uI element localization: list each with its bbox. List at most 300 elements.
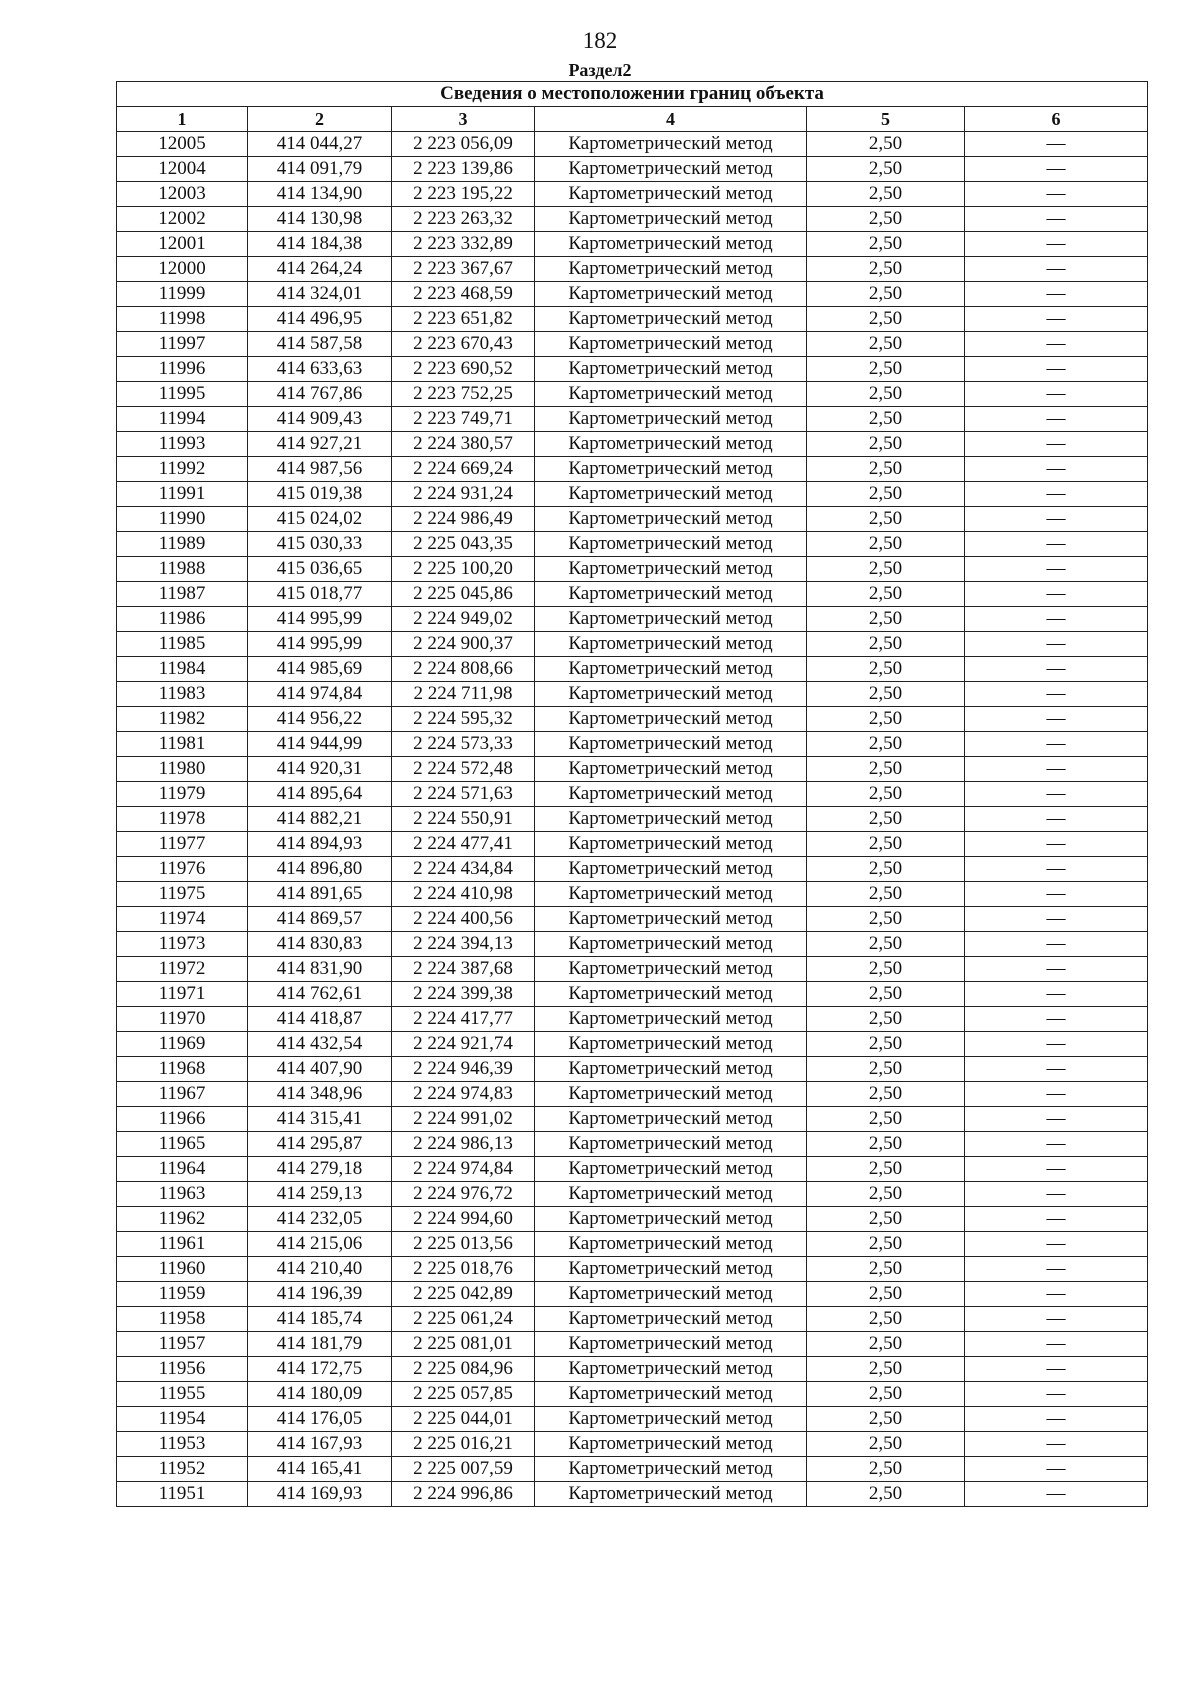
cell-method: Картометрический метод: [535, 657, 807, 682]
cell-method: Картометрический метод: [535, 882, 807, 907]
table-row: [117, 282, 1148, 307]
cell-method: Картометрический метод: [535, 482, 807, 507]
cell-coordinate-x: 414 956,22: [248, 707, 392, 732]
cell-coordinate-x: 414 418,87: [248, 1007, 392, 1032]
cell-method: Картометрический метод: [535, 157, 807, 182]
cell-coordinate-x: 414 995,99: [248, 607, 392, 632]
cell-accuracy: 2,50: [807, 307, 965, 332]
cell-point-number: 11964: [117, 1157, 248, 1182]
cell-accuracy: 2,50: [807, 257, 965, 282]
page-number: 182: [582, 28, 618, 53]
cell-method: Картометрический метод: [535, 1382, 807, 1407]
table-row: [117, 1457, 1148, 1482]
cell-coordinate-y: 2 223 752,25: [392, 382, 535, 407]
cell-point-number: 11967: [117, 1082, 248, 1107]
cell-description: —: [965, 1357, 1148, 1382]
cell-accuracy: 2,50: [807, 157, 965, 182]
cell-accuracy: 2,50: [807, 132, 965, 157]
cell-coordinate-x: 414 134,90: [248, 182, 392, 207]
cell-description: —: [965, 132, 1148, 157]
cell-coordinate-y: 2 224 931,24: [392, 482, 535, 507]
cell-coordinate-y: 2 224 550,91: [392, 807, 535, 832]
cell-description: —: [965, 682, 1148, 707]
cell-method: Картометрический метод: [535, 732, 807, 757]
cell-coordinate-x: 414 830,83: [248, 932, 392, 957]
cell-description: —: [965, 407, 1148, 432]
cell-description: —: [965, 1282, 1148, 1307]
cell-point-number: 11981: [117, 732, 248, 757]
cell-point-number: 11999: [117, 282, 248, 307]
cell-method: Картометрический метод: [535, 1107, 807, 1132]
cell-coordinate-x: 414 944,99: [248, 732, 392, 757]
cell-accuracy: 2,50: [807, 607, 965, 632]
cell-coordinate-x: 414 210,40: [248, 1257, 392, 1282]
cell-coordinate-y: 2 225 042,89: [392, 1282, 535, 1307]
cell-coordinate-y: 2 224 573,33: [392, 732, 535, 757]
table-row: [117, 307, 1148, 332]
cell-accuracy: 2,50: [807, 782, 965, 807]
section-title: Раздел2: [568, 60, 632, 80]
table-row: [117, 1357, 1148, 1382]
cell-coordinate-x: 414 869,57: [248, 907, 392, 932]
cell-method: Картометрический метод: [535, 432, 807, 457]
cell-accuracy: 2,50: [807, 582, 965, 607]
cell-accuracy: 2,50: [807, 232, 965, 257]
column-header: 1: [117, 107, 248, 132]
cell-coordinate-y: 2 224 400,56: [392, 907, 535, 932]
table-caption: Сведения о местоположении границ объекта: [117, 82, 1148, 107]
table-row: [117, 482, 1148, 507]
cell-accuracy: 2,50: [807, 857, 965, 882]
cell-method: Картометрический метод: [535, 507, 807, 532]
cell-description: —: [965, 857, 1148, 882]
cell-accuracy: 2,50: [807, 632, 965, 657]
cell-coordinate-y: 2 225 007,59: [392, 1457, 535, 1482]
cell-coordinate-x: 414 831,90: [248, 957, 392, 982]
table-row: [117, 1057, 1148, 1082]
table-row: [117, 457, 1148, 482]
cell-point-number: 11957: [117, 1332, 248, 1357]
cell-coordinate-y: 2 225 043,35: [392, 532, 535, 557]
cell-accuracy: 2,50: [807, 1257, 965, 1282]
cell-coordinate-y: 2 224 946,39: [392, 1057, 535, 1082]
table-row: [117, 1207, 1148, 1232]
cell-coordinate-y: 2 225 045,86: [392, 582, 535, 607]
table-row: [117, 1082, 1148, 1107]
cell-coordinate-y: 2 225 057,85: [392, 1382, 535, 1407]
column-header-row: [117, 107, 1148, 132]
cell-accuracy: 2,50: [807, 757, 965, 782]
cell-description: —: [965, 1032, 1148, 1057]
table-body: [117, 132, 1148, 1507]
table-row: [117, 132, 1148, 157]
table-row: [117, 1332, 1148, 1357]
table-row: [117, 932, 1148, 957]
cell-accuracy: 2,50: [807, 182, 965, 207]
cell-point-number: 11968: [117, 1057, 248, 1082]
cell-coordinate-y: 2 224 986,49: [392, 507, 535, 532]
cell-description: —: [965, 1382, 1148, 1407]
cell-point-number: 11984: [117, 657, 248, 682]
cell-description: —: [965, 1207, 1148, 1232]
cell-accuracy: 2,50: [807, 1432, 965, 1457]
cell-coordinate-x: 414 587,58: [248, 332, 392, 357]
cell-coordinate-y: 2 225 084,96: [392, 1357, 535, 1382]
table-row: [117, 207, 1148, 232]
cell-coordinate-x: 414 324,01: [248, 282, 392, 307]
cell-point-number: 11992: [117, 457, 248, 482]
cell-method: Картометрический метод: [535, 382, 807, 407]
cell-point-number: 11994: [117, 407, 248, 432]
cell-point-number: 11960: [117, 1257, 248, 1282]
cell-coordinate-x: 414 348,96: [248, 1082, 392, 1107]
cell-accuracy: 2,50: [807, 407, 965, 432]
cell-point-number: 11951: [117, 1482, 248, 1507]
cell-coordinate-y: 2 224 434,84: [392, 857, 535, 882]
table-row: [117, 832, 1148, 857]
cell-method: Картометрический метод: [535, 932, 807, 957]
cell-point-number: 11986: [117, 607, 248, 632]
cell-description: —: [965, 332, 1148, 357]
cell-coordinate-y: 2 225 018,76: [392, 1257, 535, 1282]
column-header: 6: [965, 107, 1148, 132]
cell-coordinate-x: 414 165,41: [248, 1457, 392, 1482]
column-header: 4: [535, 107, 807, 132]
cell-accuracy: 2,50: [807, 1357, 965, 1382]
cell-accuracy: 2,50: [807, 1132, 965, 1157]
cell-point-number: 11995: [117, 382, 248, 407]
cell-coordinate-y: 2 225 013,56: [392, 1232, 535, 1257]
cell-description: —: [965, 1182, 1148, 1207]
cell-description: —: [965, 582, 1148, 607]
cell-method: Картометрический метод: [535, 982, 807, 1007]
cell-accuracy: 2,50: [807, 332, 965, 357]
cell-coordinate-y: 2 224 974,83: [392, 1082, 535, 1107]
cell-method: Картометрический метод: [535, 1232, 807, 1257]
cell-point-number: 11970: [117, 1007, 248, 1032]
cell-coordinate-y: 2 224 399,38: [392, 982, 535, 1007]
cell-coordinate-x: 414 891,65: [248, 882, 392, 907]
cell-coordinate-y: 2 223 332,89: [392, 232, 535, 257]
cell-method: Картометрический метод: [535, 832, 807, 857]
cell-description: —: [965, 357, 1148, 382]
cell-description: —: [965, 157, 1148, 182]
cell-point-number: 11971: [117, 982, 248, 1007]
cell-description: —: [965, 957, 1148, 982]
cell-coordinate-x: 414 184,38: [248, 232, 392, 257]
cell-coordinate-y: 2 224 991,02: [392, 1107, 535, 1132]
table-row: [117, 1407, 1148, 1432]
cell-coordinate-x: 415 024,02: [248, 507, 392, 532]
table-row: [117, 182, 1148, 207]
cell-accuracy: 2,50: [807, 482, 965, 507]
cell-coordinate-x: 414 180,09: [248, 1382, 392, 1407]
cell-coordinate-x: 414 920,31: [248, 757, 392, 782]
cell-description: —: [965, 782, 1148, 807]
cell-point-number: 11985: [117, 632, 248, 657]
boundary-coordinates-table: [116, 81, 1148, 1507]
cell-coordinate-x: 414 215,06: [248, 1232, 392, 1257]
cell-method: Картометрический метод: [535, 1207, 807, 1232]
cell-point-number: 11963: [117, 1182, 248, 1207]
cell-method: Картометрический метод: [535, 182, 807, 207]
cell-coordinate-x: 414 091,79: [248, 157, 392, 182]
cell-description: —: [965, 832, 1148, 857]
table-row: [117, 732, 1148, 757]
cell-method: Картометрический метод: [535, 1357, 807, 1382]
cell-method: Картометрический метод: [535, 1282, 807, 1307]
cell-method: Картометрический метод: [535, 1057, 807, 1082]
cell-description: —: [965, 1432, 1148, 1457]
cell-coordinate-x: 414 407,90: [248, 1057, 392, 1082]
cell-description: —: [965, 632, 1148, 657]
table-row: [117, 1382, 1148, 1407]
cell-method: Картометрический метод: [535, 782, 807, 807]
cell-point-number: 12002: [117, 207, 248, 232]
cell-coordinate-x: 415 030,33: [248, 532, 392, 557]
cell-description: —: [965, 1057, 1148, 1082]
cell-coordinate-x: 414 896,80: [248, 857, 392, 882]
cell-accuracy: 2,50: [807, 1232, 965, 1257]
table-row: [117, 682, 1148, 707]
cell-point-number: 11998: [117, 307, 248, 332]
cell-coordinate-y: 2 224 711,98: [392, 682, 535, 707]
cell-description: —: [965, 882, 1148, 907]
cell-coordinate-x: 414 995,99: [248, 632, 392, 657]
cell-point-number: 11974: [117, 907, 248, 932]
cell-accuracy: 2,50: [807, 1107, 965, 1132]
table-row: [117, 332, 1148, 357]
cell-point-number: 11953: [117, 1432, 248, 1457]
cell-method: Картометрический метод: [535, 357, 807, 382]
table-row: [117, 157, 1148, 182]
cell-coordinate-y: 2 224 669,24: [392, 457, 535, 482]
cell-point-number: 12003: [117, 182, 248, 207]
cell-coordinate-x: 414 196,39: [248, 1282, 392, 1307]
cell-coordinate-x: 414 279,18: [248, 1157, 392, 1182]
cell-description: —: [965, 732, 1148, 757]
cell-coordinate-x: 414 264,24: [248, 257, 392, 282]
cell-accuracy: 2,50: [807, 1307, 965, 1332]
cell-method: Картометрический метод: [535, 307, 807, 332]
cell-description: —: [965, 507, 1148, 532]
table-row: [117, 582, 1148, 607]
cell-description: —: [965, 257, 1148, 282]
cell-description: —: [965, 182, 1148, 207]
table-row: [117, 357, 1148, 382]
cell-point-number: 11978: [117, 807, 248, 832]
cell-description: —: [965, 1482, 1148, 1507]
cell-accuracy: 2,50: [807, 932, 965, 957]
cell-description: —: [965, 1332, 1148, 1357]
cell-method: Картометрический метод: [535, 232, 807, 257]
cell-method: Картометрический метод: [535, 1082, 807, 1107]
table-row: [117, 907, 1148, 932]
cell-coordinate-x: 414 927,21: [248, 432, 392, 457]
cell-point-number: 11979: [117, 782, 248, 807]
cell-accuracy: 2,50: [807, 207, 965, 232]
cell-coordinate-x: 414 181,79: [248, 1332, 392, 1357]
cell-point-number: 11996: [117, 357, 248, 382]
cell-method: Картометрический метод: [535, 1432, 807, 1457]
cell-accuracy: 2,50: [807, 382, 965, 407]
table-row: [117, 1182, 1148, 1207]
cell-accuracy: 2,50: [807, 1157, 965, 1182]
column-header: 3: [392, 107, 535, 132]
cell-coordinate-x: 414 176,05: [248, 1407, 392, 1432]
cell-description: —: [965, 1157, 1148, 1182]
cell-point-number: 11955: [117, 1382, 248, 1407]
table-row: [117, 657, 1148, 682]
table-row: [117, 1107, 1148, 1132]
cell-accuracy: 2,50: [807, 1032, 965, 1057]
cell-accuracy: 2,50: [807, 1207, 965, 1232]
cell-description: —: [965, 1082, 1148, 1107]
cell-coordinate-x: 414 167,93: [248, 1432, 392, 1457]
cell-method: Картометрический метод: [535, 282, 807, 307]
cell-coordinate-x: 414 185,74: [248, 1307, 392, 1332]
cell-coordinate-y: 2 225 100,20: [392, 557, 535, 582]
cell-coordinate-y: 2 224 394,13: [392, 932, 535, 957]
cell-accuracy: 2,50: [807, 457, 965, 482]
cell-coordinate-x: 414 987,56: [248, 457, 392, 482]
cell-description: —: [965, 282, 1148, 307]
table-row: [117, 857, 1148, 882]
cell-coordinate-y: 2 224 994,60: [392, 1207, 535, 1232]
cell-coordinate-y: 2 225 081,01: [392, 1332, 535, 1357]
table-row: [117, 882, 1148, 907]
cell-point-number: 11997: [117, 332, 248, 357]
cell-method: Картометрический метод: [535, 957, 807, 982]
cell-point-number: 11989: [117, 532, 248, 557]
cell-point-number: 11959: [117, 1282, 248, 1307]
cell-point-number: 11976: [117, 857, 248, 882]
cell-coordinate-x: 414 985,69: [248, 657, 392, 682]
cell-method: Картометрический метод: [535, 807, 807, 832]
cell-coordinate-x: 414 232,05: [248, 1207, 392, 1232]
cell-method: Картометрический метод: [535, 1482, 807, 1507]
cell-method: Картометрический метод: [535, 1307, 807, 1332]
cell-coordinate-y: 2 224 595,32: [392, 707, 535, 732]
cell-point-number: 11993: [117, 432, 248, 457]
table-row: [117, 632, 1148, 657]
cell-coordinate-y: 2 224 380,57: [392, 432, 535, 457]
cell-point-number: 11958: [117, 1307, 248, 1332]
cell-method: Картометрический метод: [535, 757, 807, 782]
cell-accuracy: 2,50: [807, 282, 965, 307]
table-row: [117, 1032, 1148, 1057]
cell-description: —: [965, 382, 1148, 407]
cell-method: Картометрический метод: [535, 207, 807, 232]
table-row: [117, 1157, 1148, 1182]
table-row: [117, 1007, 1148, 1032]
cell-description: —: [965, 932, 1148, 957]
cell-accuracy: 2,50: [807, 532, 965, 557]
cell-coordinate-y: 2 224 976,72: [392, 1182, 535, 1207]
cell-method: Картометрический метод: [535, 1132, 807, 1157]
cell-description: —: [965, 607, 1148, 632]
table-row: [117, 432, 1148, 457]
cell-point-number: 11980: [117, 757, 248, 782]
cell-method: Картометрический метод: [535, 1007, 807, 1032]
cell-method: Картометрический метод: [535, 132, 807, 157]
cell-description: —: [965, 707, 1148, 732]
cell-method: Картометрический метод: [535, 557, 807, 582]
cell-description: —: [965, 1257, 1148, 1282]
table-row: [117, 982, 1148, 1007]
cell-coordinate-x: 414 895,64: [248, 782, 392, 807]
table-row: [117, 707, 1148, 732]
cell-description: —: [965, 432, 1148, 457]
cell-coordinate-y: 2 224 387,68: [392, 957, 535, 982]
cell-method: Картометрический метод: [535, 532, 807, 557]
cell-point-number: 11965: [117, 1132, 248, 1157]
table-row: [117, 1432, 1148, 1457]
cell-method: Картометрический метод: [535, 1407, 807, 1432]
cell-method: Картометрический метод: [535, 1457, 807, 1482]
cell-method: Картометрический метод: [535, 632, 807, 657]
cell-accuracy: 2,50: [807, 1082, 965, 1107]
cell-coordinate-y: 2 223 468,59: [392, 282, 535, 307]
cell-method: Картометрический метод: [535, 257, 807, 282]
cell-coordinate-x: 414 295,87: [248, 1132, 392, 1157]
cell-coordinate-x: 414 496,95: [248, 307, 392, 332]
cell-coordinate-y: 2 224 410,98: [392, 882, 535, 907]
cell-coordinate-y: 2 223 263,32: [392, 207, 535, 232]
cell-method: Картометрический метод: [535, 407, 807, 432]
cell-coordinate-y: 2 224 900,37: [392, 632, 535, 657]
cell-coordinate-y: 2 224 986,13: [392, 1132, 535, 1157]
table-row: [117, 232, 1148, 257]
cell-point-number: 11952: [117, 1457, 248, 1482]
cell-description: —: [965, 557, 1148, 582]
cell-coordinate-y: 2 223 056,09: [392, 132, 535, 157]
cell-accuracy: 2,50: [807, 657, 965, 682]
table-row: [117, 532, 1148, 557]
table-row: [117, 1482, 1148, 1507]
cell-description: —: [965, 1407, 1148, 1432]
cell-coordinate-x: 414 882,21: [248, 807, 392, 832]
column-header: 2: [248, 107, 392, 132]
cell-coordinate-x: 414 974,84: [248, 682, 392, 707]
cell-coordinate-x: 414 169,93: [248, 1482, 392, 1507]
cell-accuracy: 2,50: [807, 1007, 965, 1032]
cell-coordinate-y: 2 224 417,77: [392, 1007, 535, 1032]
cell-coordinate-y: 2 223 670,43: [392, 332, 535, 357]
column-header: 5: [807, 107, 965, 132]
cell-point-number: 11983: [117, 682, 248, 707]
cell-coordinate-x: 414 432,54: [248, 1032, 392, 1057]
cell-accuracy: 2,50: [807, 1382, 965, 1407]
cell-coordinate-y: 2 223 690,52: [392, 357, 535, 382]
cell-accuracy: 2,50: [807, 1332, 965, 1357]
cell-method: Картометрический метод: [535, 582, 807, 607]
cell-accuracy: 2,50: [807, 807, 965, 832]
cell-coordinate-y: 2 224 996,86: [392, 1482, 535, 1507]
cell-description: —: [965, 482, 1148, 507]
cell-accuracy: 2,50: [807, 907, 965, 932]
cell-method: Картометрический метод: [535, 707, 807, 732]
cell-description: —: [965, 907, 1148, 932]
cell-coordinate-x: 414 909,43: [248, 407, 392, 432]
table-row: [117, 1307, 1148, 1332]
cell-description: —: [965, 657, 1148, 682]
cell-coordinate-x: 414 767,86: [248, 382, 392, 407]
cell-accuracy: 2,50: [807, 1407, 965, 1432]
cell-accuracy: 2,50: [807, 1282, 965, 1307]
cell-description: —: [965, 232, 1148, 257]
cell-description: —: [965, 1232, 1148, 1257]
